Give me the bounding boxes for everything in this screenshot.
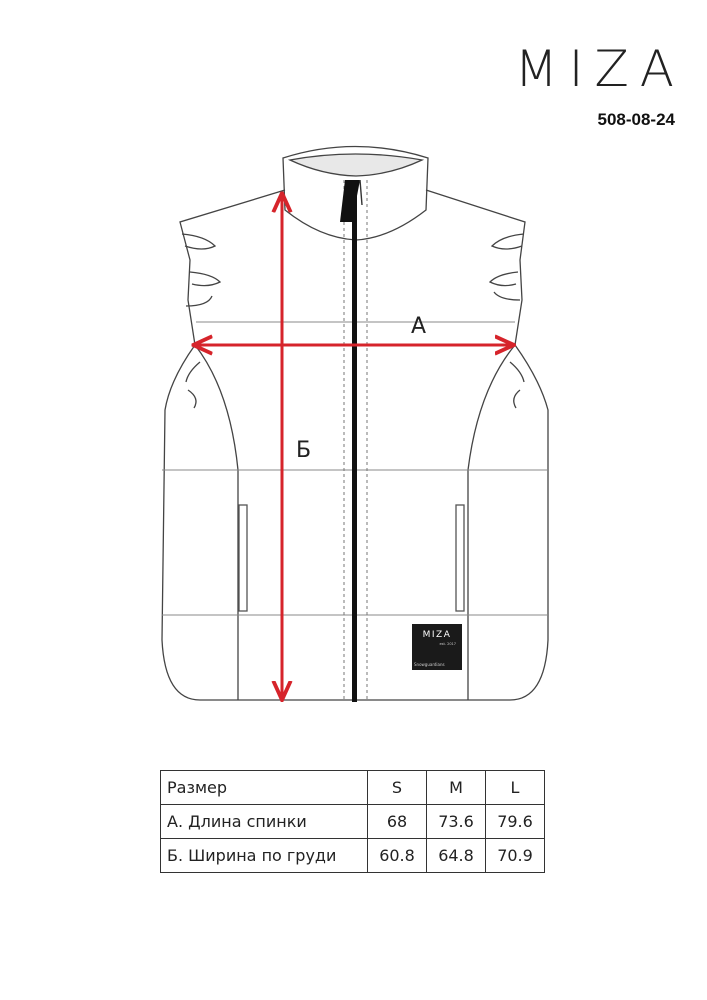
table-row bbox=[161, 839, 545, 873]
size-table bbox=[160, 770, 545, 873]
header-m: M bbox=[427, 771, 486, 805]
header-size: Размер bbox=[161, 771, 368, 805]
row-name: Б. Ширина по груди bbox=[161, 839, 368, 873]
row-value: 73.6 bbox=[427, 805, 486, 839]
header-s: S bbox=[368, 771, 427, 805]
tag-line: Snowguardians bbox=[414, 662, 445, 667]
row-value: 79.6 bbox=[486, 805, 545, 839]
label-a: А bbox=[411, 314, 427, 339]
row-value: 68 bbox=[368, 805, 427, 839]
table-header-row bbox=[161, 771, 545, 805]
article-number: 508-08-24 bbox=[597, 110, 675, 129]
brand-tag bbox=[412, 624, 462, 670]
row-value: 60.8 bbox=[368, 839, 427, 873]
row-value: 64.8 bbox=[427, 839, 486, 873]
brand-logo: MIZA bbox=[514, 40, 685, 98]
collar-inner bbox=[290, 154, 422, 176]
table-row bbox=[161, 805, 545, 839]
label-b: Б bbox=[296, 438, 312, 463]
row-name: А. Длина спинки bbox=[161, 805, 368, 839]
zipper bbox=[340, 180, 362, 702]
row-value: 70.9 bbox=[486, 839, 545, 873]
tag-est: est. 2017 bbox=[439, 642, 456, 646]
tag-brand: MIZA bbox=[422, 630, 452, 640]
header-l: L bbox=[486, 771, 545, 805]
